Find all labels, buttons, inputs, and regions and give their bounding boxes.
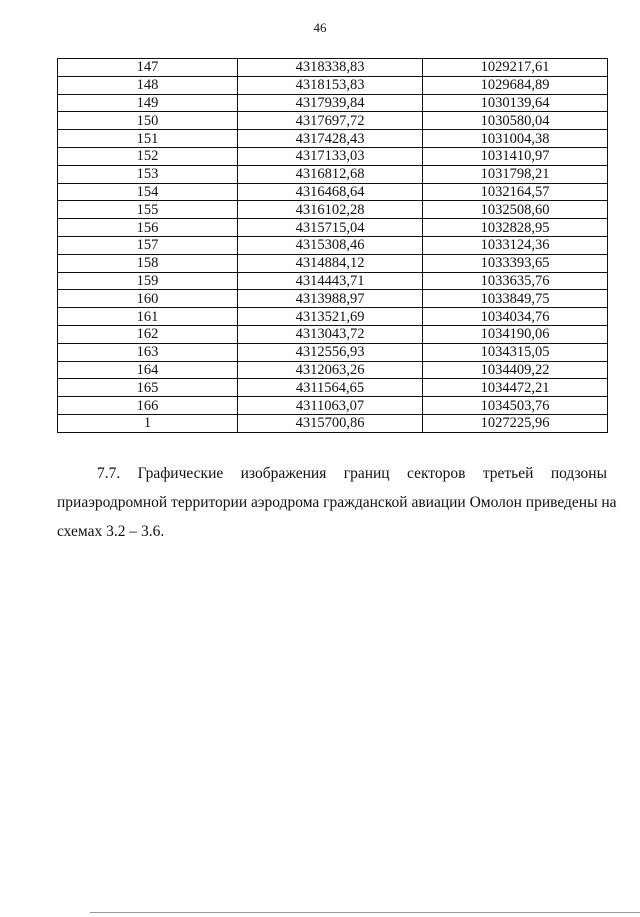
table-row [58,236,608,254]
y-coordinate-cell: 1034503,76 [423,397,608,415]
scan-edge-line [90,912,640,913]
x-coordinate-cell: 4317939,84 [238,94,423,112]
x-coordinate-cell: 4311063,07 [238,397,423,415]
y-coordinate-cell: 1032508,60 [423,201,608,219]
x-coordinate-cell: 4316102,28 [238,201,423,219]
y-coordinate-cell: 1033393,65 [423,254,608,272]
point-number-cell: 153 [58,165,238,183]
point-number-cell: 166 [58,397,238,415]
paragraph-line-2-text: приаэродромной территории аэродрома гражданской авиации Омолон приведены на [57,494,617,511]
point-number-cell: 158 [58,254,238,272]
y-coordinate-cell: 1030580,04 [423,112,608,130]
x-coordinate-cell: 4315715,04 [238,219,423,237]
y-coordinate-cell: 1034315,05 [423,343,608,361]
x-coordinate-cell: 4313043,72 [238,325,423,343]
x-coordinate-cell: 4317133,03 [238,147,423,165]
table-row [58,183,608,201]
y-coordinate-cell: 1034190,06 [423,325,608,343]
x-coordinate-cell: 4314884,12 [238,254,423,272]
paragraph-line-3: схемах 3.2 – 3.6. [57,523,165,540]
point-number-cell: 155 [58,201,238,219]
y-coordinate-cell: 1034034,76 [423,308,608,326]
table-row [58,147,608,165]
x-coordinate-cell: 4317697,72 [238,112,423,130]
point-number-cell: 161 [58,308,238,326]
point-number-cell: 151 [58,130,238,148]
x-coordinate-cell: 4317428,43 [238,130,423,148]
coordinates-table [57,58,608,433]
x-coordinate-cell: 4318338,83 [238,59,423,77]
table-row [58,112,608,130]
page-number: 46 [313,20,327,35]
table-row [58,76,608,94]
point-number-cell: 157 [58,236,238,254]
paragraph-word: Графические [137,465,224,482]
x-coordinate-cell: 4315308,46 [238,236,423,254]
y-coordinate-cell: 1031004,38 [423,130,608,148]
point-number-cell: 159 [58,272,238,290]
table-row [58,201,608,219]
table-row [58,308,608,326]
y-coordinate-cell: 1032164,57 [423,183,608,201]
point-number-cell: 150 [58,112,238,130]
point-number-cell: 162 [58,325,238,343]
y-coordinate-cell: 1029217,61 [423,59,608,77]
x-coordinate-cell: 4313988,97 [238,290,423,308]
point-number-cell: 1 [58,414,238,432]
paragraph-7-7 [57,459,617,546]
x-coordinate-cell: 4312556,93 [238,343,423,361]
point-number-cell: 165 [58,379,238,397]
y-coordinate-cell: 1034409,22 [423,361,608,379]
table-row [58,325,608,343]
x-coordinate-cell: 4316812,68 [238,165,423,183]
x-coordinate-cell: 4314443,71 [238,272,423,290]
table-row [58,254,608,272]
point-number-cell: 163 [58,343,238,361]
paragraph-word: подзоны [550,465,607,482]
table-row [58,94,608,112]
paragraph-word: границ [343,465,390,482]
x-coordinate-cell: 4318153,83 [238,76,423,94]
point-number-cell: 148 [58,76,238,94]
table-row [58,165,608,183]
y-coordinate-cell: 1033124,36 [423,236,608,254]
y-coordinate-cell: 1030139,64 [423,94,608,112]
table-row [58,343,608,361]
y-coordinate-cell: 1027225,96 [423,414,608,432]
point-number-cell: 154 [58,183,238,201]
table-row [58,361,608,379]
point-number-cell: 156 [58,219,238,237]
x-coordinate-cell: 4313521,69 [238,308,423,326]
point-number-cell: 147 [58,59,238,77]
x-coordinate-cell: 4311564,65 [238,379,423,397]
y-coordinate-cell: 1033849,75 [423,290,608,308]
y-coordinate-cell: 1033635,76 [423,272,608,290]
paragraph-line-1 [57,459,607,488]
table-row [58,414,608,432]
table-row [58,59,608,77]
coordinates-table-body [58,59,608,433]
table-row [58,219,608,237]
y-coordinate-cell: 1034472,21 [423,379,608,397]
y-coordinate-cell: 1032828,95 [423,219,608,237]
table-row [58,272,608,290]
point-number-cell: 164 [58,361,238,379]
table-row [58,379,608,397]
y-coordinate-cell: 1031410,97 [423,147,608,165]
y-coordinate-cell: 1031798,21 [423,165,608,183]
table-row [58,290,608,308]
point-number-cell: 149 [58,94,238,112]
point-number-cell: 152 [58,147,238,165]
paragraph-word: секторов [407,465,466,482]
paragraph-word: 7.7. [97,465,121,482]
y-coordinate-cell: 1029684,89 [423,76,608,94]
x-coordinate-cell: 4312063,26 [238,361,423,379]
x-coordinate-cell: 4315700,86 [238,414,423,432]
table-row [58,130,608,148]
table-row [58,397,608,415]
paragraph-line-2 [57,488,617,517]
paragraph-word: третьей [482,465,534,482]
point-number-cell: 160 [58,290,238,308]
x-coordinate-cell: 4316468,64 [238,183,423,201]
paragraph-word: изображения [240,465,327,482]
